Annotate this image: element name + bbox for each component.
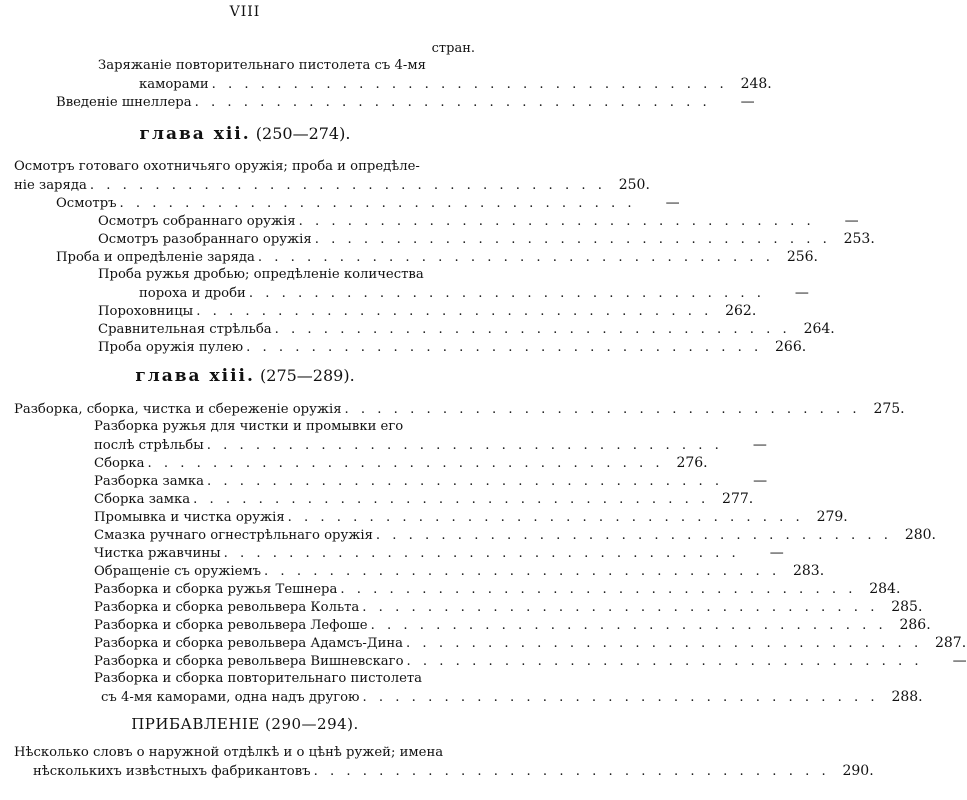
toc-entry: Проба ружья дробью; опредѣленіе количества bbox=[98, 267, 424, 282]
toc-entry: съ 4-мя каморами, одна надъ другою . . . . . . . . . . . . . . . . . . . . . . . . . . . . . . . . 288. bbox=[101, 689, 923, 705]
toc-entry: Разборка замка . . . . . . . . . . . . . . . . . . . . . . . . . . . . . . . . — bbox=[94, 473, 768, 489]
toc-entry: послѣ стрѣльбы . . . . . . . . . . . . . . . . . . . . . . . . . . . . . . . . — bbox=[94, 437, 767, 453]
toc-entry: Разборка и сборка ружья Тешнера . . . . . . . . . . . . . . . . . . . . . . . . . . . . . . . . 284. bbox=[94, 581, 901, 597]
dot-leader: . . . . . . . . . . . . . . . . . . . . . . . . . . . . . . . . bbox=[264, 564, 781, 579]
chapter-heading: глава xii. (250—274). bbox=[139, 124, 351, 144]
toc-entry: Разборка и сборка револьвера Кольта . . . . . . . . . . . . . . . . . . . . . . . . . . . . . . . . 285. bbox=[94, 599, 923, 615]
dot-leader: . . . . . . . . . . . . . . . . . . . . . . . . . . . . . . . . bbox=[147, 456, 664, 471]
dot-leader: . . . . . . . . . . . . . . . . . . . . . . . . . . . . . . . . bbox=[314, 232, 831, 247]
dot-leader: . . . . . . . . . . . . . . . . . . . . . . . . . . . . . . . . bbox=[287, 510, 804, 525]
toc-entry: Разборка и сборка револьвера Лефоше . . . . . . . . . . . . . . . . . . . . . . . . . . . . . . . . 286. bbox=[94, 617, 931, 633]
dot-leader: . . . . . . . . . . . . . . . . . . . . . . . . . . . . . . . . bbox=[206, 474, 724, 489]
dot-leader: . . . . . . . . . . . . . . . . . . . . . . . . . . . . . . . . bbox=[406, 654, 923, 669]
toc-entry: Проба и опредѣленіе заряда . . . . . . . . . . . . . . . . . . . . . . . . . . . . . . . . 256. bbox=[56, 249, 818, 265]
dot-leader: . . . . . . . . . . . . . . . . . . . . . . . . . . . . . . . . bbox=[211, 77, 728, 92]
dot-leader: . . . . . . . . . . . . . . . . . . . . . . . . . . . . . . . . bbox=[257, 250, 774, 265]
dot-leader: . . . . . . . . . . . . . . . . . . . . . . . . . . . . . . . . bbox=[375, 528, 892, 543]
toc-entry: Разборка и сборка револьвера Вишневскаго . . . . . . . . . . . . . . . . . . . . . . . . . . . . . . . . — bbox=[94, 653, 967, 669]
toc-entry: Осмотръ . . . . . . . . . . . . . . . . . . . . . . . . . . . . . . . . — bbox=[56, 195, 680, 211]
dot-leader: . . . . . . . . . . . . . . . . . . . . . . . . . . . . . . . . bbox=[246, 340, 763, 355]
toc-entry: Обращеніе съ оружіемъ . . . . . . . . . . . . . . . . . . . . . . . . . . . . . . . . 283. bbox=[94, 563, 825, 579]
toc-entry: Проба оружія пулею . . . . . . . . . . . . . . . . . . . . . . . . . . . . . . . . 266. bbox=[98, 339, 807, 355]
dot-leader: . . . . . . . . . . . . . . . . . . . . . . . . . . . . . . . . bbox=[206, 438, 723, 453]
chapter-heading: глава xiii. (275—289). bbox=[135, 366, 355, 386]
toc-entry: Чистка ржавчины . . . . . . . . . . . . . . . . . . . . . . . . . . . . . . . . — bbox=[94, 545, 784, 561]
dot-leader: . . . . . . . . . . . . . . . . . . . . . . . . . . . . . . . . bbox=[406, 636, 923, 651]
column-header: стран. bbox=[431, 41, 475, 56]
dot-leader: . . . . . . . . . . . . . . . . . . . . . . . . . . . . . . . . bbox=[370, 618, 887, 633]
dot-leader: . . . . . . . . . . . . . . . . . . . . . . . . . . . . . . . . bbox=[344, 402, 861, 417]
dot-leader: . . . . . . . . . . . . . . . . . . . . . . . . . . . . . . . . bbox=[340, 582, 857, 597]
dot-leader: . . . . . . . . . . . . . . . . . . . . . . . . . . . . . . . . bbox=[223, 546, 740, 561]
toc-entry: ніе заряда . . . . . . . . . . . . . . . . . . . . . . . . . . . . . . . . 250. bbox=[14, 177, 650, 193]
toc-entry: нѣсколькихъ извѣстныхъ фабрикантовъ . . . . . . . . . . . . . . . . . . . . . . . . . . . . . . . . 290. bbox=[33, 763, 874, 779]
toc-entry: Промывка и чистка оружія . . . . . . . . . . . . . . . . . . . . . . . . . . . . . . . . 279. bbox=[94, 509, 848, 525]
dot-leader: . . . . . . . . . . . . . . . . . . . . . . . . . . . . . . . . bbox=[248, 286, 765, 301]
toc-entry: Введеніе шнеллера . . . . . . . . . . . . . . . . . . . . . . . . . . . . . . . . — bbox=[56, 94, 755, 110]
dot-leader: . . . . . . . . . . . . . . . . . . . . . . . . . . . . . . . . bbox=[119, 196, 636, 211]
toc-entry: Разборка, сборка, чистка и сбереженіе оружія . . . . . . . . . . . . . . . . . . . . . . . . . . . . . . . . 275. bbox=[14, 401, 905, 417]
toc-entry: Сравнительная стрѣльба . . . . . . . . . . . . . . . . . . . . . . . . . . . . . . . . 264. bbox=[98, 321, 835, 337]
page-number: VIII bbox=[229, 4, 261, 20]
toc-entry: Разборка и сборка повторительнаго пистолета bbox=[94, 671, 423, 686]
toc-entry: Заряжаніе повторительнаго пистолета съ 4-мя bbox=[98, 58, 426, 73]
toc-entry: Смазка ручнаго огнестрѣльнаго оружія . . . . . . . . . . . . . . . . . . . . . . . . . . . . . . . . 280. bbox=[94, 527, 936, 543]
toc-entry: Осмотръ разобраннаго оружія . . . . . . . . . . . . . . . . . . . . . . . . . . . . . . . . 253. bbox=[98, 231, 875, 247]
dot-leader: . . . . . . . . . . . . . . . . . . . . . . . . . . . . . . . . bbox=[196, 304, 713, 319]
toc-entry: Осмотръ собраннаго оружія . . . . . . . . . . . . . . . . . . . . . . . . . . . . . . . . — bbox=[98, 213, 859, 229]
toc-entry: пороха и дроби . . . . . . . . . . . . . . . . . . . . . . . . . . . . . . . . — bbox=[139, 285, 809, 301]
dot-leader: . . . . . . . . . . . . . . . . . . . . . . . . . . . . . . . . bbox=[89, 178, 606, 193]
dot-leader: . . . . . . . . . . . . . . . . . . . . . . . . . . . . . . . . bbox=[298, 214, 815, 229]
dot-leader: . . . . . . . . . . . . . . . . . . . . . . . . . . . . . . . . bbox=[194, 95, 711, 110]
toc-entry: Разборка ружья для чистки и промывки его bbox=[94, 419, 404, 434]
appendix-heading: ПРИБАВЛЕНІЕ (290—294). bbox=[131, 715, 359, 733]
toc-entry: Разборка и сборка револьвера Адамсъ-Дина . . . . . . . . . . . . . . . . . . . . . . . . . . . . . . . . 287. bbox=[94, 635, 967, 651]
toc-entry: Нѣсколько словъ о наружной отдѣлкѣ и о цѣнѣ ружей; имена bbox=[14, 745, 444, 760]
dot-leader: . . . . . . . . . . . . . . . . . . . . . . . . . . . . . . . . bbox=[193, 492, 710, 507]
dot-leader: . . . . . . . . . . . . . . . . . . . . . . . . . . . . . . . . bbox=[313, 764, 830, 779]
toc-entry: Пороховницы . . . . . . . . . . . . . . . . . . . . . . . . . . . . . . . . 262. bbox=[98, 303, 757, 319]
toc-entry: Осмотръ готоваго охотничьяго оружія; проба и опредѣле- bbox=[14, 159, 420, 174]
toc-entry: Сборка замка . . . . . . . . . . . . . . . . . . . . . . . . . . . . . . . . 277. bbox=[94, 491, 754, 507]
dot-leader: . . . . . . . . . . . . . . . . . . . . . . . . . . . . . . . . bbox=[362, 690, 879, 705]
toc-entry: Сборка . . . . . . . . . . . . . . . . . . . . . . . . . . . . . . . . 276. bbox=[94, 455, 708, 471]
dot-leader: . . . . . . . . . . . . . . . . . . . . . . . . . . . . . . . . bbox=[362, 600, 879, 615]
toc-entry: каморами . . . . . . . . . . . . . . . . . . . . . . . . . . . . . . . . 248. bbox=[139, 76, 772, 92]
dot-leader: . . . . . . . . . . . . . . . . . . . . . . . . . . . . . . . . bbox=[274, 322, 791, 337]
